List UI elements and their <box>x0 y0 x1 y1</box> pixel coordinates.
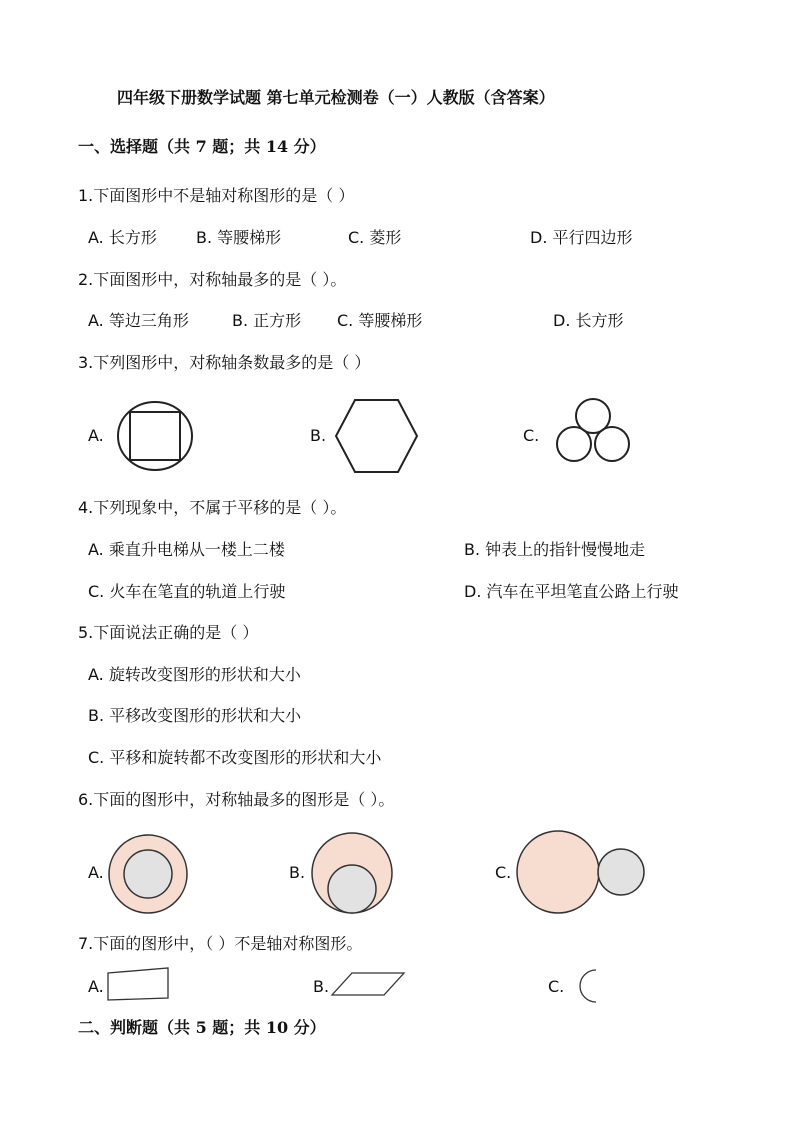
question-2-option-a: A. 等边三角形 <box>88 311 189 330</box>
figure-externally-tangent-circles <box>516 828 646 916</box>
question-7-option-b: B. <box>313 977 330 996</box>
question-2-stem: 2.下面图形中，对称轴最多的是（ ）。 <box>78 270 347 289</box>
section-heading-choice: 一、选择题（共 7 题；共 14 分） <box>78 137 326 156</box>
question-4-option-b: B. 钟表上的指针慢慢地走 <box>464 540 646 559</box>
question-7-option-a: A. <box>88 977 104 996</box>
question-5-stem: 5.下面说法正确的是（ ） <box>78 623 259 642</box>
figure-parallelogram <box>330 968 410 1000</box>
question-3-option-c: C. <box>523 426 540 445</box>
page-title: 四年级下册数学试题 第七单元检测卷（一）人教版（含答案） <box>117 88 555 107</box>
question-6-stem: 6.下面的图形中，对称轴最多的图形是（ ）。 <box>78 790 395 809</box>
question-1-stem: 1.下面图形中不是轴对称图形的是（ ） <box>78 186 355 205</box>
figure-trapezoid <box>104 965 174 1005</box>
question-7-option-c: C. <box>548 977 565 996</box>
figure-concentric-circles <box>106 832 190 916</box>
figure-crescent <box>566 966 606 1006</box>
question-2-option-d: D. 长方形 <box>553 311 624 330</box>
question-1-option-b: B. 等腰梯形 <box>196 228 282 247</box>
question-5-option-c: C. 平移和旋转都不改变图形的形状和大小 <box>88 748 382 767</box>
question-7-stem: 7.下面的图形中，（ ）不是轴对称图形。 <box>78 934 363 953</box>
question-4-option-a: A. 乘直升电梯从一楼上二楼 <box>88 540 285 559</box>
question-3-option-b: B. <box>310 426 327 445</box>
question-2-option-c: C. 等腰梯形 <box>337 311 423 330</box>
question-1-option-a: A. 长方形 <box>88 228 157 247</box>
question-2-option-b: B. 正方形 <box>232 311 302 330</box>
question-1-option-d: D. 平行四边形 <box>530 228 633 247</box>
question-3-stem: 3.下列图形中，对称轴条数最多的是（ ） <box>78 353 371 372</box>
question-6-option-c: C. <box>495 863 512 882</box>
question-6-option-b: B. <box>289 863 306 882</box>
question-4-stem: 4.下列现象中，不属于平移的是（ ）。 <box>78 498 347 517</box>
section-heading-judgement: 二、判断题（共 5 题；共 10 分） <box>78 1018 326 1037</box>
figure-internally-tangent-circles <box>310 830 394 916</box>
question-5-option-b: B. 平移改变图形的形状和大小 <box>88 706 302 725</box>
figure-rectangle-in-circle <box>110 396 200 476</box>
figure-hexagon <box>330 396 425 476</box>
question-1-option-c: C. 菱形 <box>348 228 402 247</box>
question-4-option-c: C. 火车在笔直的轨道上行驶 <box>88 582 286 601</box>
figure-three-circles <box>548 396 638 466</box>
question-6-option-a: A. <box>88 863 104 882</box>
question-5-option-a: A. 旋转改变图形的形状和大小 <box>88 665 301 684</box>
question-3-option-a: A. <box>88 426 104 445</box>
question-4-option-d: D. 汽车在平坦笔直公路上行驶 <box>464 582 679 601</box>
